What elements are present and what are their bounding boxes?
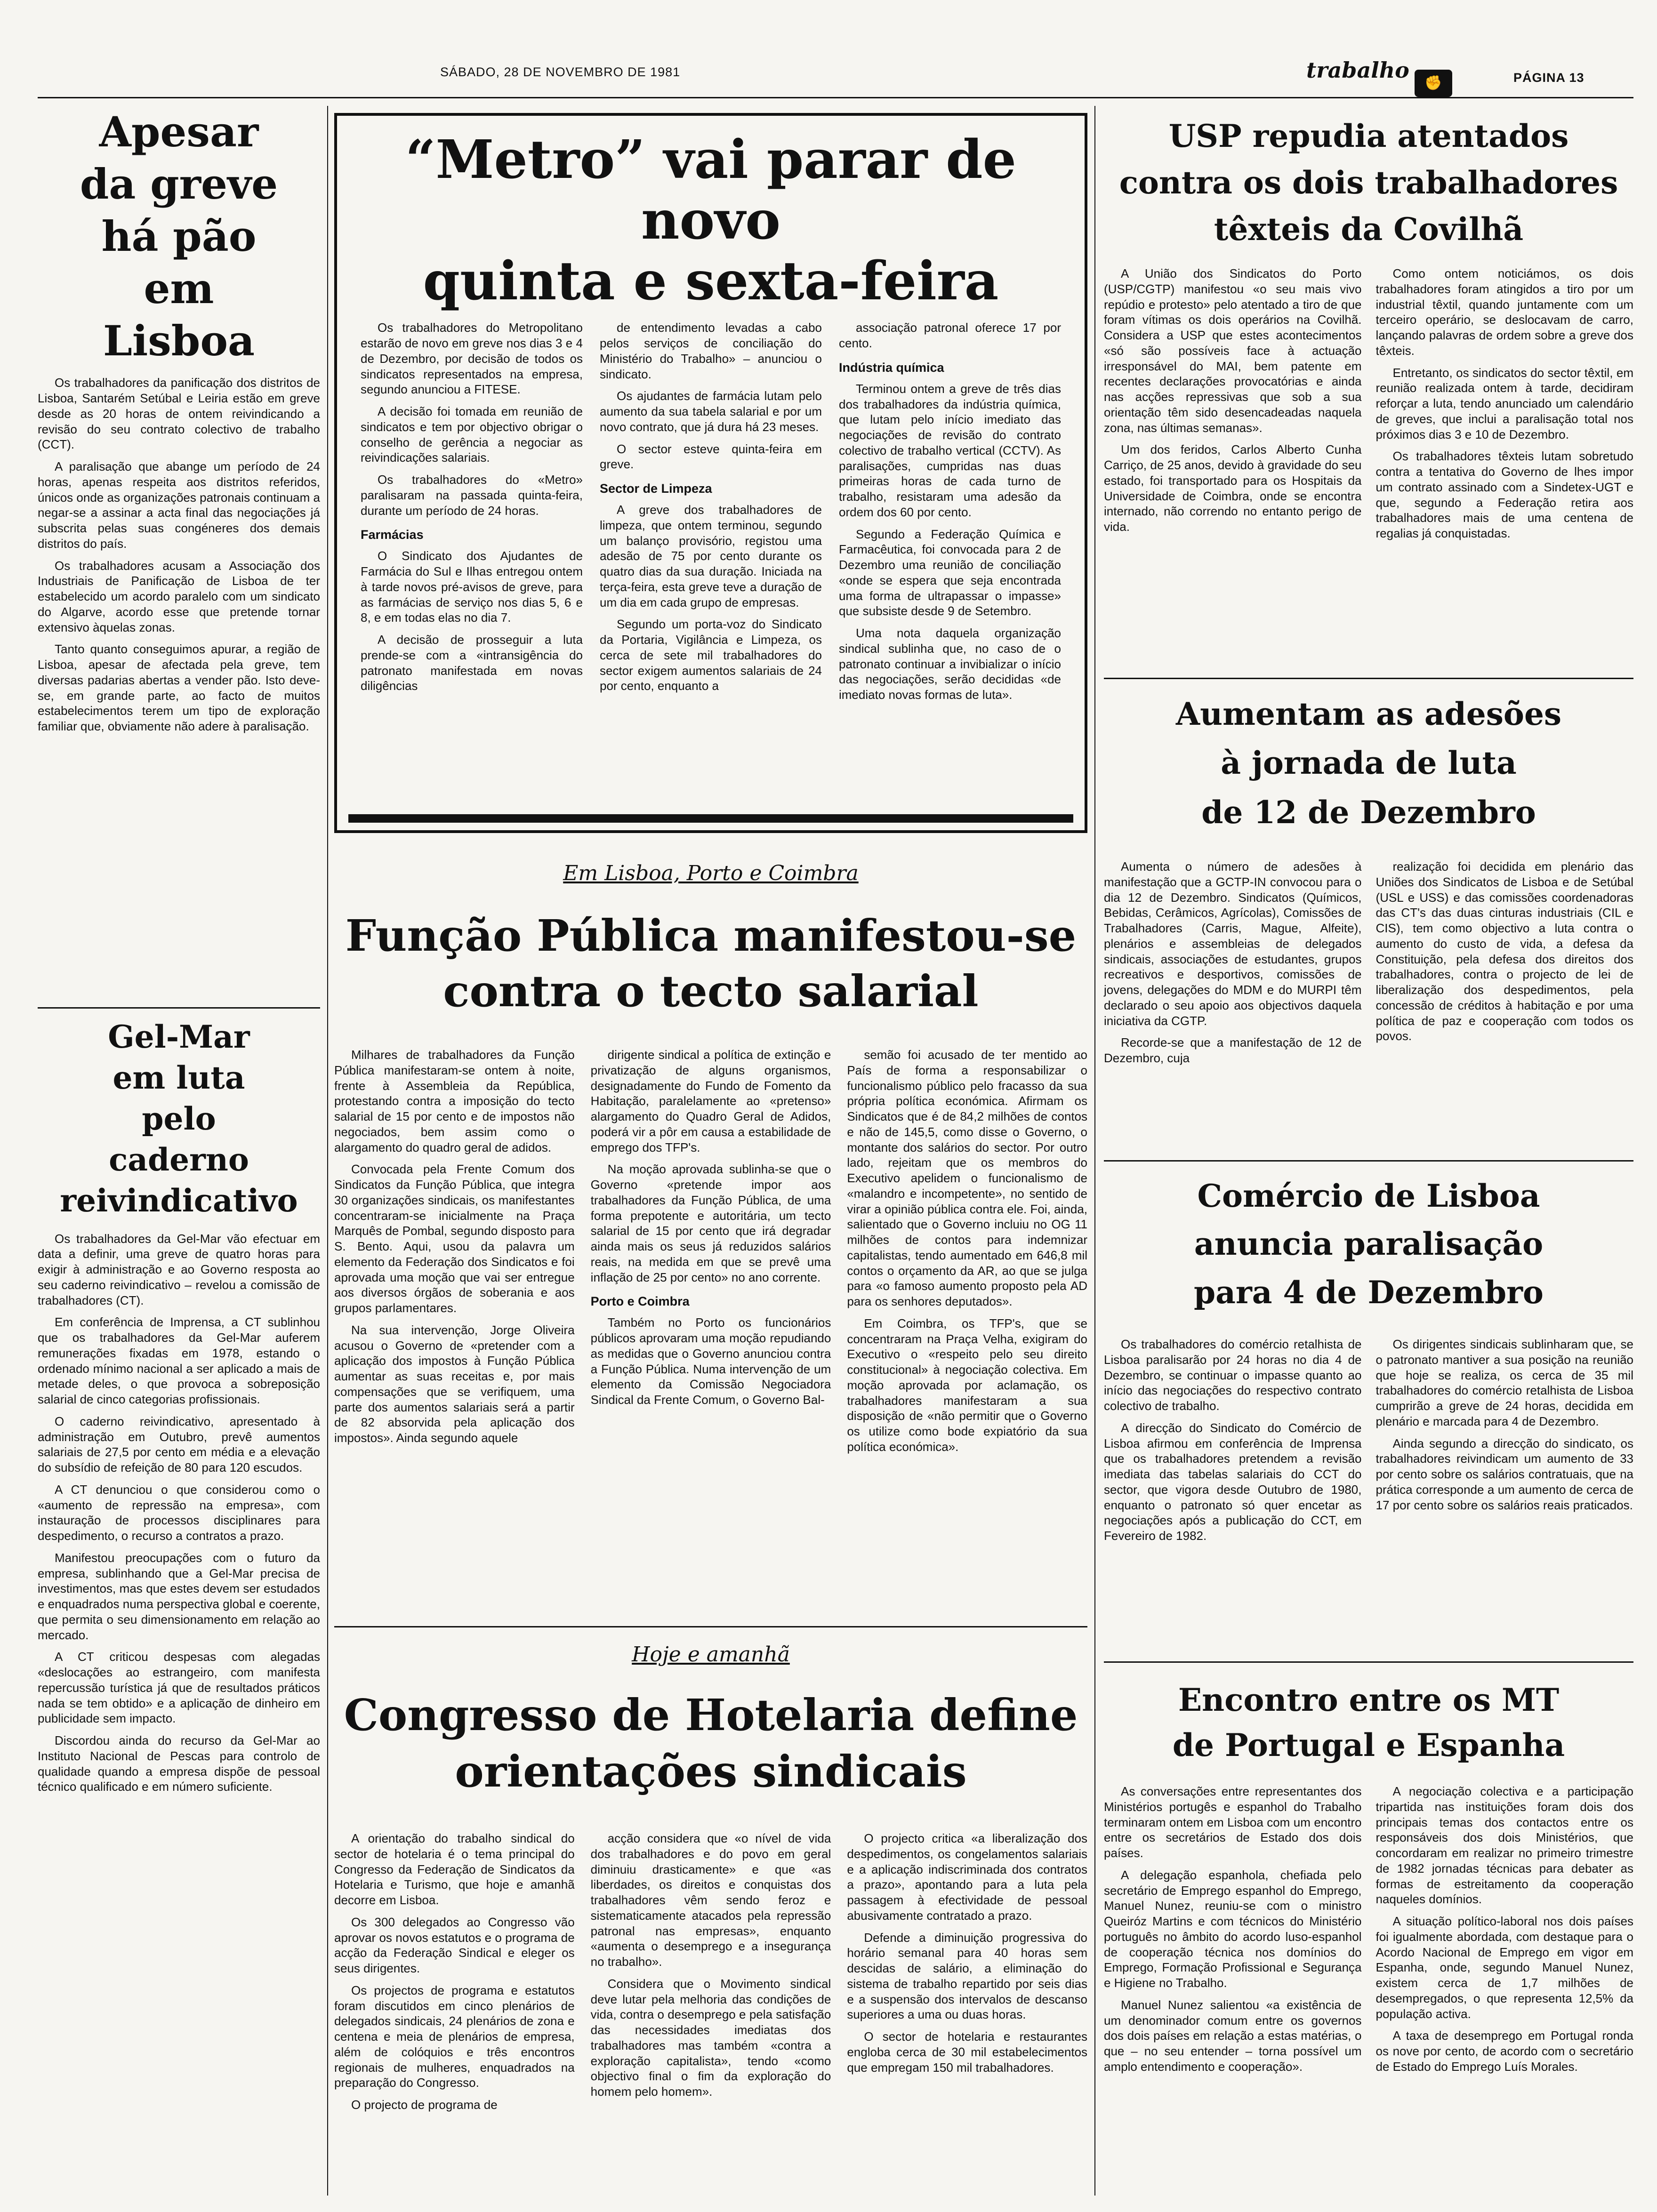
article-headline: Comércio de Lisboa anuncia paralisação para 4 de Dezembro: [1194, 1178, 1544, 1311]
subheading: Indústria química: [839, 360, 944, 375]
article-headline: Apesar da greve há pão em Lisboa: [80, 107, 278, 365]
article-divider: [38, 1007, 320, 1009]
article-funcao-publica-body: [334, 1047, 1087, 1461]
usp-col-2: Como ontem noticiámos, os dois trabalhadores foram atingidos a tiro por um industrial têxtil, quando juntamente com um terceiro operário, se deslocavam de carro, lançando palavras de ordem sobre a greve dos têxteis. Entretanto, os sindicatos do sector têxtil, em reunião realizada ontem à tarde, decidiram reforçar a luta, tendo anunciado um calendário de greves, que inclui a paralisação total nos próximos dias 3 e 10 de Dezembro. Os trabalhadores têxteis lutam sobretudo contra a tentativa do Governo de lhes impor um contrato assinado com a Sindetex-UGT e que, segundo a Federação retira aos trabalhadores mais de uma centena de regalias já conquistadas.: [1375, 266, 1633, 540]
encontro-col-1: As conversações entre representantes dos Ministérios portugês e espanhol do Trabalho terminaram ontem em Lisboa com um encontro entre os secretários de Estado dos dois países. A delegação espanhola, chefiada pelo secretário de Emprego espanhol do Emprego, Manuel Nunez, reuniu-se com o ministro Queiróz Martins e com técnicos do Ministério português no âmbito do acordo luso-espanhol de cooperação técnica nos domínios do Emprego, Formação Profissional e Segurança e Higiene no Trabalho. Manuel Nunez salientou «a existência de um denominador comum entre os governos dos dois países em relação a estas matérias, o que – no seu entender – torna possível um amplo entendimento e cooperação».: [1104, 1784, 1362, 2074]
article-divider: [1104, 1661, 1633, 1663]
section-title: trabalho: [1306, 57, 1409, 83]
article-headline: Encontro entre os MT de Portugal e Espanha: [1172, 1682, 1565, 1763]
metro-col-1: Os trabalhadores do Metropolitano estarão de novo em greve nos dias 3 e 4 de Dezembro, por decisão de todos os sindicatos representados na empresa, segundo anunciou a FITESE. A decisão foi tomada em reunião de sindicatos e tem por objectivo obrigar o conselho de gerência a negociar as reivindicações salariais. Os trabalhadores do «Metro» paralisaram na passada quinta-feira, durante um período de 24 horas. Farmácias O Sindicato dos Ajudantes de Farmácia do Sul e Ilhas entregou ontem à tarde novos pré-avisos de greve, para as farmácias de serviço nos dias 5, 6 e 8, e em todas elas no dia 7. A decisão de prosseguir a luta prende-se com a «intransigência do patronato manifestada em novas diligências: [361, 321, 583, 693]
article-divider: [1104, 1160, 1633, 1162]
article-gel-mar: [38, 1017, 320, 1801]
article-body: Os trabalhadores da panificação dos distritos de Lisboa, Santarém Setúbal e Leiria estão em greve desde as 20 horas de ontem reivindicando a revisão do seu contrato colectivo de trabalho (CCT). A paralisação que abange um período de 24 horas, apenas respeita aos distritos referidos, únicos onde as organizações patronais continuam a negar-se a assinar a acta final das negociações já subscrita pelas suas congéneres dos demais distritos do país. Os trabalhadores acusam a Associação dos Industriais de Panificação de Lisboa de ter estabelecido um acordo paralelo com um sindicato do Algarve, acordo esse que pretende tornar extensivo àquelas zonas. Tanto quanto conseguimos apurar, a região de Lisboa, apesar de afectada pela greve, tem diversas padarias abertas a vender pão. Isto deve-se, em grande parte, ao facto de muitos estabelecimentos terem um tipo de exploração familiar que, obviamente não adere à paralisação.: [38, 376, 320, 734]
hotel-col-3: O projecto critica «a liberalização dos despedimentos, os congelamentos salariais e a aplicação indiscriminada dos contratos a prazo», apontando para a luta pela passagem à efectividade de pessoal abusivamente contratado a prazo. Defende a diminuição progressiva do horário semanal para 40 horas sem descidas de salário, a eliminação do sistema de trabalho repartido por seis dias e a suspensão dos intervalos de descanso superiores a uma ou duas horas. O sector de hotelaria e restaurantes engloba cerca de 30 mil estabelecimentos que empregam 150 mil trabalhadores.: [847, 1831, 1088, 2075]
article-kicker: Hoje e amanhã: [632, 1643, 790, 1667]
encontro-col-2: A negociação colectiva e a participação tripartida nas instituições foram dois dos principais temas dos contactos entre os responsáveis dos dois Ministérios, que concordaram em realizar no primeiro trimestre de 1982 jornadas técnicas para debater as formas de estreitamento da cooperação naqueles domínios. A situação político-laboral nos dois países foi igualmente abordada, com destaque para o Acordo Nacional de Emprego em vigor em Espanha, onde, segundo Manuel Nunez, existem cerca de 1,7 milhões de desempregados, o que representa 12,5% da população activa. A taxa de desemprego em Portugal ronda os nove por cento, de acordo com o secretário de Estado do Emprego Luís Morales.: [1375, 1784, 1633, 2074]
comercio-col-1: Os trabalhadores do comércio retalhista de Lisboa paralisarão por 24 horas no dia 4 de Dezembro, se continuar o impasse quanto ao início das negociações do respectivo contrato colectivo de trabalho. A direcção do Sindicato do Comércio de Lisboa afirmou em conferência de Imprensa que os trabalhadores pretendem a revisão imediata das tabelas salariais do CCT do sector, que vigora desde Outubro de 1980, enquanto o patronato só quer encetar as negociações após a publicação do CCT, em Fevereiro de 1982.: [1104, 1337, 1362, 1543]
article-comercio-body: [1104, 1337, 1633, 1550]
article-usp-body: [1104, 266, 1633, 548]
subheading: Porto e Coimbra: [590, 1294, 690, 1309]
section-logo-icon: ✊: [1415, 70, 1452, 97]
article-apesar-da-greve: [38, 106, 320, 741]
article-kicker: Em Lisboa, Porto e Coimbra: [563, 861, 859, 885]
column-divider: [327, 106, 328, 2196]
funcao-col-2: dirigente sindical a política de extinção e privatização de alguns organismos, designadamente do Fundo de Fomento da Habitação, paralelamente ao «pretenso» alargamento do Quadro Geral de Adidos, poderá vir a pôr em causa a estabilidade de emprego dos TFP's. Na moção aprovada sublinha-se que o Governo «pretende impor aos trabalhadores da Função Pública, de uma forma prepotente e autoritária, um tecto salarial de 15 por cento que irá degradar ainda mais os seus já reduzidos salários reais, na medida em que se prevê uma inflação de 25 por cento» no ano corrente. Porto e Coimbra Também no Porto os funcionários públicos aprovaram uma moção repudiando as medidas que o Governo anunciou contra a Função Pública. Numa intervenção de um elemento da Comissão Negociadora Sindical da Frente Comum, o Governo Bal-: [590, 1048, 831, 1407]
article-headline: “Metro” vai parar de novo quinta e sexta-feira: [405, 129, 1016, 312]
header-rule: [38, 97, 1633, 98]
column-divider: [1094, 106, 1095, 2196]
article-body: Os trabalhadores da Gel-Mar vão efectuar em data a definir, uma greve de quatro horas para exigir à administração e ao Governo resposta ao seu caderno reivindicativo – revelou a comissão de trabalhadores (CT). Em conferência de Imprensa, a CT sublinhou que os trabalhadores da Gel-Mar auferem remunerações fixadas em 1978, estando o ordenado mínimo nacional a ser aplicado a mais de metade deles, o que provoca a sobreposição salarial de cinco categorias profissionais. O caderno reivindicativo, apresentado à administração em Outubro, prevê aumentos salariais de 27,5 por cento em média e a elevação do subsídio de refeição de 80 para 120 escudos. A CT denunciou o que considerou como o «aumento de repressão na empresa», com instauração de processos disciplinares para despedimento, o recurso a contratos a prazo. Manifestou preocupações com o futuro da empresa, sublinhando que a Gel-Mar precisa de investimentos, mas que estes devem ser estudados e enquadrados numa perspectiva global e coerente, que permita o seu dimensionamento em relação ao mercado. A CT criticou despesas com alegadas «deslocações ao estrangeiro, com manifesta repercussão turística já que de resultados práticos nada se tem obtido» e a aplicação de dinheiro em publicidade sem impacto. Discordou ainda do recurso da Gel-Mar ao Instituto Nacional de Pescas para controlo de qualidade quando a empresa dispõe de pessoal técnico qualificado e em número suficiente.: [38, 1231, 320, 1794]
metro-col-2: de entendimento levadas a cabo pelos serviços de conciliação do Ministério do Trabalho» – anunciou o sindicato. Os ajudantes de farmácia lutam pelo aumento da sua tabela salarial e por um novo contrato, que já dura há 23 meses. O sector esteve quinta-feira em greve. Sector de Limpeza A greve dos trabalhadores de limpeza, que ontem terminou, segundo um balanço provisório, registou uma adesão de 75 por cento durante os quatro dias da sua duração. Iniciada na terça-feira, esta greve teve a duração de um dia em cada grupo de empresas. Segundo um porta-voz do Sindicato da Portaria, Vigilância e Limpeza, os cerca de sete mil trabalhadores do sector exigem aumentos salariais de 24 por cento, enquanto a: [600, 321, 822, 693]
subheading: Sector de Limpeza: [600, 481, 712, 496]
subheading: Farmácias: [361, 528, 424, 542]
metro-col-3: associação patronal oferece 17 por cento. Indústria química Terminou ontem a greve de três dias dos trabalhadores da indústria química, que lutam pelo início imediato das negociações de revisão do contrato colectivo de trabalho vertical (CCTV). As paralisações, cumpridas nas duas primeiras horas de cada turno de trabalho, resistaram uma adesão da ordem dos 60 por cento. Segundo a Federação Química e Farmacêutica, foi convocada para 2 de Dezembro uma reunião de conciliação «onde se espera que seja encontrada uma forma de ultrapassar o impasse» que subsiste desde 9 de Setembro. Uma nota daquela organização sindical sublinha que, no caso de o patronato continuar a invibializar o início das negociações, serão decididas «de imediato novas formas de luta».: [839, 321, 1061, 702]
article-metro-box: [334, 113, 1087, 833]
funcao-col-3: semão foi acusado de ter mentido ao País de forma a responsabilizar o funcionalismo público pelo fracasso da sua própria política económica. Afirmam os Sindicatos que é de 84,2 milhões de contos e não de 145,5, como disse o Governo, o montante dos salários do sector. Por outro lado, rejeitam que os membros do Executivo apelidem o funcionalismo de «malandro e incompetente», no sentido de virar a opinião pública contra ele. Foi, ainda, salientado que o Governo incluiu no OG 11 milhões de contos para indemnizar capitalistas, tendo aumentado em 646,8 mil contos o orçamento da AR, ao que se julga para «o famoso aumento proposto pela AD para os senhores deputados». Em Coimbra, os TFP's, que se concentraram na Praça Velha, exigiram do Executivo o «respeito pelo seu direito constitucional» à negociação colectiva. Em moção aprovada por aclamação, os trabalhadores manifestaram a sua disposição de «não permitir que o Governo os utilize como bode expiatório da sua política económica».: [847, 1048, 1088, 1454]
article-headline: Congresso de Hotelaria define orientações sindicais: [344, 1690, 1078, 1797]
article-hotelaria-body: [334, 1831, 1087, 2119]
usp-col-1: A União dos Sindicatos do Porto (USP/CGTP) manifestou «o seu mais vivo repúdio e protesto» pelo atentado a tiro de que foram vítimas os dois operários na Covilhã. Considera a USP que estes acontecimentos «só são possíveis face à actuação irresponsável do MAI, bem patente em recentes declarações provocatórias e ainda nas acções repressivas que sob a sua orientação têm sido desencadeadas naquela zona, nas últimas semanas». Um dos feridos, Carlos Alberto Cunha Carriço, de 25 anos, devido à gravidade do seu estado, foi transportado para os Hospitais da Universidade de Coimbra, onde se encontra internado, não correndo no entanto perigo de vida.: [1104, 266, 1362, 534]
article-headline: Aumentam as adesões à jornada de luta de 12 de Dezembro: [1175, 696, 1562, 831]
adesoes-col-1: Aumenta o número de adesões à manifestação que a GCTP-IN convocou para o dia 12 de Dezembro. Sindicatos (Químicos, Bebidas, Cerâmicos, Agrícolas), Comissões de Trabalhadores (Carris, Mague, Alfeite), plenários e assembleias de delegados sindicais, associações de estudantes, grupos recreativos e desportivos, comissões de jovens, delegações do MDM e do MURPI têm declarado o seu apoio aos objectivos daquela iniciativa da CGTP. Recorde-se que a manifestação de 12 de Dezembro, cuja: [1104, 859, 1362, 1065]
article-headline: Gel-Mar em luta pelo caderno reivindicativo: [60, 1018, 298, 1219]
article-headline: Função Pública manifestou-se contra o tecto salarial: [345, 910, 1077, 1017]
article-divider: [334, 1626, 1087, 1627]
article-adesoes-body: [1104, 859, 1633, 1073]
comercio-col-2: Os dirigentes sindicais sublinharam que, se o patronato mantiver a sua posição na reunião que hoje se realiza, os cerca de 35 mil trabalhadores do comércio retalhista de Lisboa cumprirão a greve de 24 horas, decidida em plenário e marcada para 4 de Dezembro. Ainda segundo a direcção do sindicato, os trabalhadores reivindicam um aumento de 33 por cento sobre os salários contratuais, que na prática corresponde a um aumento de cerca de 17 por cento sobre os salários reais praticados.: [1375, 1337, 1633, 1512]
page-number: PÁGINA 13: [1513, 71, 1585, 85]
article-headline: USP repudia atentados contra os dois trabalhadores têxteis da Covilhã: [1119, 118, 1618, 248]
funcao-col-1: Milhares de trabalhadores da Função Pública manifestaram-se ontem à noite, frente à Assembleia da República, protestando contra a imposição do tecto salarial de 15 por cento e de impostos não negociados, bem assim como o alargamento do quadro geral de adidos. Convocada pela Frente Comum dos Sindicatos da Função Pública, que integra 30 organizações sindicais, os manifestantes concentraram-se inicialmente na Praça Marquês de Pombal, segundo disposto para S. Bento. Aqui, usou da palavra um elemento da Federação dos Sindicatos e foi aprovada uma moção que vai ser entregue aos diversos órgãos de soberania e aos grupos parlamentares. Na sua intervenção, Jorge Oliveira acusou o Governo de «pretender com a aplicação dos impostos à Função Pública aumentar as suas receitas e, por mais compensações que se verifiquem, uma parte dos aumentos salariais será a partir de 82 absorvida pela aplicação dos impostos». Ainda segundo aquele: [334, 1048, 575, 1445]
box-bottom-bar: [348, 814, 1073, 823]
article-encontro-body: [1104, 1784, 1633, 2081]
adesoes-col-2: realização foi decidida em plenário das Uniões dos Sindicatos de Lisboa e de Setúbal (USL e USS) e das comissões coordenadoras das CT's das duas cinturas industriais (CIL e CIS), tem como objectivo a luta contra o aumento do custo de vida, a defesa da Constituição, pela defesa dos direitos dos trabalhadores, contra o projecto de lei de liberalização dos despedimentos, pela concessão de créditos à habitação e por uma política de paz e cooperação com todos os povos.: [1375, 859, 1633, 1043]
article-divider: [1104, 678, 1633, 679]
hotel-col-2: acção considera que «o nível de vida dos trabalhadores e do povo em geral diminuiu drasticamente» e que «as liberdades, os direitos e conquistas dos trabalhadores vêm sendo feroz e sistematicamente atacados pela repressão patronal nas empresas», enquanto «aumenta o desemprego e a insegurança no trabalho». Considera que o Movimento sindical deve lutar pela melhoria das condições de vida, contra o desemprego e pela satisfação das necessidades imediatas dos trabalhadores mas também «contra a exploração capitalista», tendo «como objectivo final o fim da exploração do homem pelo homem».: [590, 1831, 831, 2099]
hotel-col-1: A orientação do trabalho sindical do sector de hotelaria é o tema principal do Congresso da Federação de Sindicatos da Hotelaria e Turismo, que hoje e amanhã decorre em Lisboa. Os 300 delegados ao Congresso vão aprovar os novos estatutos e o programa de acção da Federação Sindical e eleger os seus dirigentes. Os projectos de programa e estatutos foram discutidos em cinco plenários de delegados sindicais, 24 plenários de zona e centena e meia de plenários de empresa, além de colóquios e três encontros regionais de mulheres, enquadrados na preparação do Congresso. O projecto de programa de: [334, 1831, 575, 2112]
article-body: [337, 312, 1085, 709]
issue-date: SÁBADO, 28 DE NOVEMBRO DE 1981: [440, 65, 681, 79]
